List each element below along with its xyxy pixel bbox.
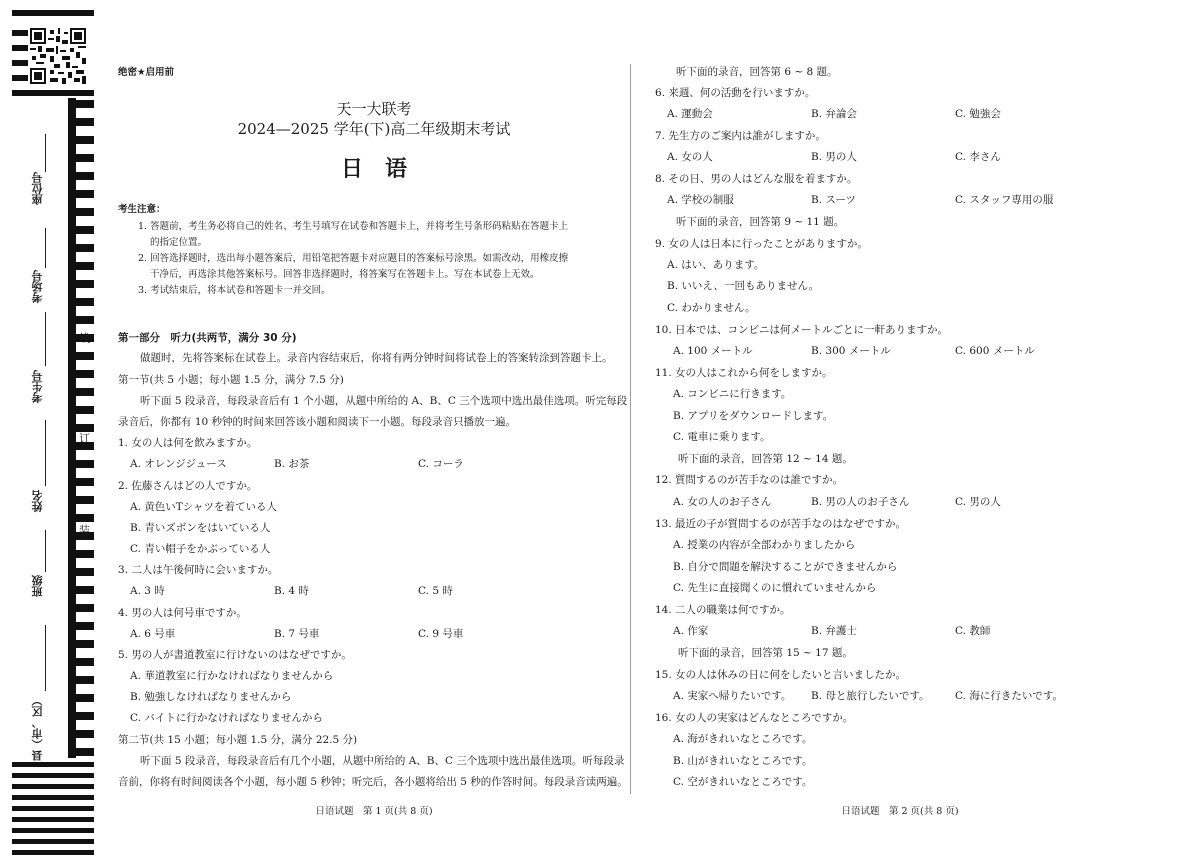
binding-stripe <box>76 226 94 234</box>
page2-footer: 日语试题 第 2 页(共 8 页) <box>841 806 959 817</box>
binding-stripe <box>76 748 94 756</box>
notice-item-1: 1. 答题前，考生务必将自己的姓名、考生号填写在试卷和答题卡上，并将考生号条形码粘贴在答题卡上 <box>138 221 569 232</box>
binding-stripe <box>76 514 94 522</box>
subject-title: 日 语 <box>340 157 407 182</box>
question-10: 10. 日本では、コンビニは何メートルごとに一軒ありますか。 <box>655 324 949 336</box>
class-label: 班级 <box>31 575 44 597</box>
question-12: 12. 質問するのが苦手なのは誰ですか。 <box>655 474 844 486</box>
binding-stripe <box>76 262 94 270</box>
barcode-stripe <box>12 784 94 789</box>
q3-option-c: C. 5 時 <box>418 585 453 597</box>
binding-stripe <box>76 622 94 630</box>
binding-stripe <box>76 280 94 288</box>
q12-option-c: C. 男の人 <box>955 496 1001 508</box>
barcode-stripe <box>12 806 94 811</box>
q6-option-c: C. 勉強会 <box>955 108 1001 120</box>
part1-instructions: 做题时，先将答案标在试卷上。录音内容结束后，你将有两分钟时间将试卷上的答案转涂到答题卡上。 <box>140 352 613 364</box>
q2-option-b: B. 青いズボンをはいている人 <box>130 522 271 534</box>
binding-mark-bind: 装 <box>79 524 90 537</box>
barcode-stripe <box>12 850 94 855</box>
seat-number-blank[interactable] <box>45 134 46 172</box>
q8-option-a: A. 学校の制服 <box>667 194 734 206</box>
q1-option-c: C. コーラ <box>418 458 464 470</box>
q12-option-a: A. 女の人のお子さん <box>673 496 772 508</box>
question-7: 7. 先生方のご案内は誰がしますか。 <box>655 130 826 142</box>
binding-stripe <box>76 154 94 162</box>
binding-stripe <box>76 244 94 252</box>
q4-option-a: A. 6 号車 <box>130 628 176 640</box>
question-5: 5. 男の人が書道教室に行けないのはなぜですか。 <box>118 649 352 661</box>
q16-option-b: B. 山がきれいなところです。 <box>673 755 813 767</box>
q13-option-a: A. 授業の内容が全部わかりましたから <box>673 539 856 551</box>
q14-option-b: B. 弁護士 <box>811 625 857 637</box>
class-blank[interactable] <box>45 530 46 572</box>
binding-stripe <box>76 172 94 180</box>
qr-code-icon <box>30 28 86 84</box>
binding-stripe <box>76 586 94 594</box>
confidential-label: 绝密★启用前 <box>118 67 175 78</box>
page-divider <box>630 64 631 794</box>
question-2: 2. 佐藤さんはどの人ですか。 <box>118 480 258 492</box>
q11-option-a: A. コンビニに行きます。 <box>673 388 792 400</box>
q15-option-c: C. 海に行きたいです。 <box>955 690 1063 702</box>
q6-option-a: A. 運動会 <box>667 108 713 120</box>
page1-footer: 日语试题 第 1 页(共 8 页) <box>315 806 433 817</box>
barcode-stripe <box>12 30 28 36</box>
student-number-blank[interactable] <box>45 312 46 366</box>
binding-stripe <box>76 316 94 324</box>
q13-option-c: C. 先生に直接聞くのに慣れていませんから <box>673 582 877 594</box>
q5-option-c: C. バイトに行かなければなりませんから <box>130 712 323 724</box>
binding-stripe <box>76 298 94 306</box>
question-15: 15. 女の人は休みの日に何をしたいと言いましたか。 <box>655 669 907 681</box>
binding-stripe <box>76 208 94 216</box>
q8-option-b: B. スーツ <box>811 194 856 206</box>
barcode-stripe <box>12 839 94 844</box>
question-11: 11. 女の人はこれから何をしますか。 <box>655 367 833 379</box>
binding-stripe <box>76 118 94 126</box>
q9-option-c: C. わかりません。 <box>667 302 756 314</box>
notice-item-2: 2. 回答选择题时，选出每小题答案后，用铅笔把答题卡对应题目的答案标号涂黑。如需改动，用橡皮擦 <box>138 253 569 264</box>
q12-option-b: B. 男の人のお子さん <box>811 496 910 508</box>
q9-option-a: A. はい、あります。 <box>667 259 765 271</box>
question-4: 4. 男の人は何号車ですか。 <box>118 607 247 619</box>
question-6: 6. 来週、何の活動を行いますか。 <box>655 87 816 99</box>
binding-stripe <box>76 478 94 486</box>
barcode-stripe <box>12 773 94 778</box>
q7-option-b: B. 男の人 <box>811 151 857 163</box>
q14-option-a: A. 作家 <box>673 625 709 637</box>
binding-stripe <box>76 370 94 378</box>
question-13: 13. 最近の子が質問するのが苦手なのはなぜですか。 <box>655 518 907 530</box>
notice-item-3: 3. 考试结束后，将本试卷和答题卡一并交回。 <box>138 285 331 296</box>
notice-item-2-cont: 干净后，再选涂其他答案标号。回答非选择题时，将答案写在答题卡上。写在本试卷上无效。 <box>150 269 540 280</box>
q7-option-a: A. 女の人 <box>667 151 713 163</box>
binding-stripe <box>76 100 94 108</box>
binding-stripe <box>76 658 94 666</box>
binding-stripe <box>76 496 94 504</box>
q2-option-a: A. 黄色いTシャツを着ている人 <box>130 501 278 513</box>
name-label: 姓名 <box>31 490 44 512</box>
barcode-stripe <box>12 828 94 833</box>
section1-instructions: 听下面 5 段录音，每段录音后有 1 个小题，从题中所给的 A、B、C 三个选项中选出最佳选项。听完每段 <box>140 395 628 407</box>
section2-instructions: 听下面 5 段录音，每段录音后有几个小题，从题中所给的 A、B、C 三个选项中选出最佳选项。听每段录 <box>140 755 625 767</box>
notice-item-1-cont: 的指定位置。 <box>150 237 208 248</box>
exam-organizer: 天一大联考 <box>336 100 412 118</box>
binding-stripe <box>76 604 94 612</box>
q15-option-b: B. 母と旅行したいです。 <box>811 690 930 702</box>
barcode-stripe <box>12 90 94 96</box>
q7-option-c: C. 李さん <box>955 151 1001 163</box>
notice-title: 考生注意： <box>118 204 166 215</box>
exam-title: 2024—2025 学年(下)高二年级期末考试 <box>237 120 511 138</box>
binding-stripe <box>76 550 94 558</box>
binding-mark-line: 线 <box>79 332 90 345</box>
room-number-blank[interactable] <box>45 228 46 268</box>
binding-stripe <box>76 730 94 738</box>
binding-stripe <box>76 406 94 414</box>
barcode-stripe <box>12 75 28 81</box>
barcode-stripe <box>12 817 94 822</box>
q2-option-c: C. 青い帽子をかぶっている人 <box>130 543 271 555</box>
instruction-q15-17: 听下面的录音，回答第 15 ~ 17 题。 <box>678 647 853 659</box>
part1-heading: 第一部分 听力(共两节，满分 30 分) <box>118 332 297 344</box>
section2-heading: 第二节(共 15 小题；每小题 1.5 分，满分 22.5 分) <box>118 734 358 746</box>
section1-heading: 第一节(共 5 小题；每小题 1.5 分，满分 7.5 分) <box>118 374 344 386</box>
student-number-label: 考生号 <box>31 370 44 403</box>
q16-option-a: A. 海がきれいなところです。 <box>673 733 813 745</box>
q14-option-c: C. 教師 <box>955 625 991 637</box>
q1-option-b: B. お茶 <box>274 458 310 470</box>
binding-stripe <box>76 568 94 576</box>
county-label: 县（市、区） <box>31 695 44 761</box>
binding-bar <box>68 98 76 758</box>
binding-stripe <box>76 676 94 684</box>
barcode-stripe <box>12 795 94 800</box>
seat-number-label: 座位号 <box>31 172 44 205</box>
binding-stripe <box>76 640 94 648</box>
q4-option-b: B. 7 号車 <box>274 628 320 640</box>
q6-option-b: B. 弁論会 <box>811 108 857 120</box>
q10-option-b: B. 300 メートル <box>811 345 891 357</box>
binding-mark-staple: 订 <box>79 432 90 445</box>
binding-stripe <box>76 460 94 468</box>
q11-option-c: C. 電車に乗ります。 <box>673 431 771 443</box>
instruction-q6-8: 听下面的录音，回答第 6 ~ 8 题。 <box>676 66 838 78</box>
room-number-label: 考场号 <box>31 270 44 303</box>
q16-option-c: C. 空がきれいなところです。 <box>673 776 813 788</box>
binding-stripe <box>76 352 94 360</box>
binding-stripe <box>76 694 94 702</box>
q13-option-b: B. 自分で問題を解決することができませんから <box>673 561 898 573</box>
q4-option-c: C. 9 号車 <box>418 628 464 640</box>
q10-option-a: A. 100 メートル <box>673 345 753 357</box>
barcode-stripe <box>12 762 94 767</box>
section1-instructions-cont: 录音后，你都有 10 秒钟的时间来回答该小题和阅读下一小题。每段录音只播放一遍。 <box>118 416 517 428</box>
question-16: 16. 女の人の実家はどんなところですか。 <box>655 712 854 724</box>
county-blank[interactable] <box>45 625 46 691</box>
q5-option-a: A. 華道教室に行かなければなりませんから <box>130 670 334 682</box>
binding-stripe <box>76 136 94 144</box>
q3-option-a: A. 3 時 <box>130 585 165 597</box>
q10-option-c: C. 600 メートル <box>955 345 1035 357</box>
q9-option-b: B. いいえ、一回もありません。 <box>667 280 820 292</box>
binding-stripe <box>76 190 94 198</box>
q5-option-b: B. 勉強しなければなりませんから <box>130 691 292 703</box>
instruction-q12-14: 听下面的录音，回答第 12 ~ 14 题。 <box>678 453 853 465</box>
barcode-stripe <box>12 45 28 51</box>
q8-option-c: C. スタッフ専用の服 <box>955 194 1054 206</box>
question-9: 9. 女の人は日本に行ったことがありますか。 <box>655 238 868 250</box>
q11-option-b: B. アプリをダウンロードします。 <box>673 410 834 422</box>
name-blank[interactable] <box>45 420 46 486</box>
barcode-stripe <box>12 10 94 16</box>
barcode-stripe <box>12 60 28 66</box>
section2-instructions-cont: 音前，你将有时间阅读各个小题，每小题 5 秒钟；听完后，各小题将给出 5 秒的作答时间。每段录音读两遍。 <box>118 776 628 788</box>
q15-option-a: A. 実家へ帰りたいです。 <box>673 690 792 702</box>
instruction-q9-11: 听下面的录音，回答第 9 ~ 11 题。 <box>676 216 845 228</box>
binding-stripe <box>76 712 94 720</box>
binding-stripe <box>76 388 94 396</box>
question-1: 1. 女の人は何を飲みますか。 <box>118 437 258 449</box>
question-8: 8. その日、男の人はどんな服を着ますか。 <box>655 173 858 185</box>
q1-option-a: A. オレンジジュース <box>130 458 227 470</box>
question-14: 14. 二人の職業は何ですか。 <box>655 604 791 616</box>
q3-option-b: B. 4 時 <box>274 585 309 597</box>
question-3: 3. 二人は午後何時に会いますか。 <box>118 564 279 576</box>
